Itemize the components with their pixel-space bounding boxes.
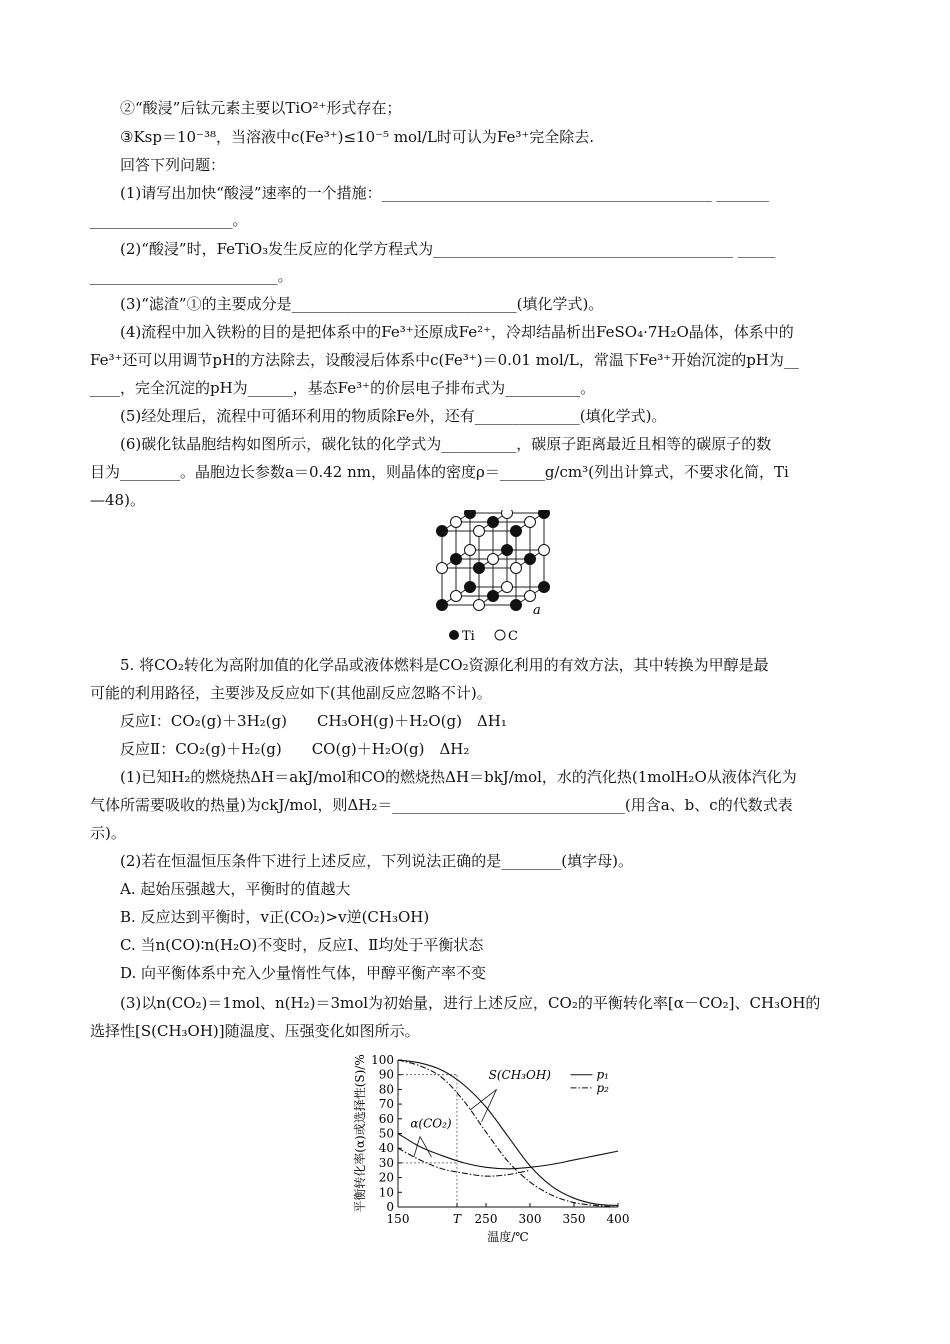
chart-reference-lines — [398, 1075, 457, 1207]
chart-legend — [570, 1068, 609, 1095]
annotation-alpha-co2: α(CO₂) — [410, 1116, 452, 1131]
c-atom — [474, 600, 485, 611]
q6-line-b: 目为________。晶胞边长参数a＝0.42 nm，则晶体的密度ρ＝______g/cm³(列出计算式，不要求化简，Ti — [90, 463, 789, 481]
q3-line: (3)“滤渣”①的主要成分是______________________________(填化学式)。 — [120, 295, 604, 313]
equilibrium-chart — [350, 1048, 640, 1248]
q5-intro-a: 5. 将CO₂转化为高附加值的化学品或液体燃料是CO₂资源化利用的有效方法，其中转换为甲醇是最 — [120, 656, 769, 674]
y-tick-label: 70 — [378, 1097, 394, 1112]
x-tick-label: 300 — [518, 1212, 542, 1226]
q1-line-b: ___________________。 — [90, 211, 248, 229]
legend-c-marker — [495, 630, 505, 640]
option-a: A. 起始压强越大，平衡时的值越大 — [120, 880, 351, 898]
legend-p2-label: p₂ — [596, 1080, 609, 1095]
y-tick-label: 60 — [378, 1111, 394, 1126]
q6-line-a: (6)碳化钛晶胞结构如图所示，碳化钛的化学式为__________，碳原子距离最近且相等的碳原子的数 — [120, 435, 772, 453]
ti-atom — [437, 600, 448, 611]
y-tick-label: 80 — [378, 1082, 394, 1097]
y-tick-label: 100 — [371, 1053, 394, 1067]
ti-atom — [539, 582, 550, 593]
c-atom — [511, 563, 522, 574]
edge-label-a: a — [533, 603, 541, 618]
q1-line-a: (1)请写出加快“酸浸”速率的一个措施：____________________________________________ _______ — [120, 184, 769, 202]
c-atom — [502, 582, 513, 593]
option-d: D. 向平衡体系中充入少量惰性气体，甲醇平衡产率不变 — [120, 964, 487, 982]
c-atom — [525, 591, 536, 602]
annotation-s-ch3oh: S(CH₃OH) — [488, 1068, 551, 1083]
c-atom — [488, 554, 499, 565]
y-tick-label: 10 — [378, 1185, 394, 1200]
q5-line: (5)经处理后，流程中可循环利用的物质除Fe外，还有______________(填化学式)。 — [120, 407, 667, 425]
answer-prompt: 回答下列问题： — [120, 156, 226, 174]
x-tick-label: 400 — [606, 1212, 630, 1226]
y-tick-label: 0 — [386, 1200, 394, 1214]
q2-line-a: (2)“酸浸”时，FeTiO₃发生反应的化学方程式为________________________________________ _____ — [120, 240, 776, 258]
x-tick-label: T — [452, 1212, 461, 1226]
q5-intro-b: 可能的利用路径，主要涉及反应如下(其他副反应忽略不计)。 — [90, 684, 492, 702]
y-tick-label: 50 — [378, 1126, 394, 1141]
legend-ti-marker — [449, 630, 459, 640]
q6-line-c: —48)。 — [90, 491, 145, 509]
chart-y-axis-label: 平衡转化率(α)或选择性(S)/% — [353, 1054, 367, 1213]
q4-line-a: (4)流程中加入铁粉的目的是把体系中的Fe³⁺还原成Fe²⁺，冷却结晶析出FeSO₄·7H₂O晶体，体系中的 — [120, 323, 794, 341]
x-tick-label: 250 — [474, 1212, 498, 1226]
q4-line-c: ____，完全沉淀的pH为______，基态Fe³⁺的价层电子排布式为__________。 — [90, 379, 596, 397]
c-atom — [539, 545, 550, 556]
c-atom — [502, 510, 513, 519]
q5-sub1-c: 示)。 — [90, 824, 126, 842]
ti-atom — [488, 591, 499, 602]
c-atom — [525, 517, 536, 528]
q5-sub1-b: 气体所需要吸收的热量)为ckJ/mol，则ΔH₂＝_______________________________(用含a、b、c的代数式表 — [90, 796, 793, 814]
c-atom — [451, 517, 462, 528]
option-c: C. 当n(CO)∶n(H₂O)不变时，反应Ⅰ、Ⅱ均处于平衡状态 — [120, 936, 484, 954]
q2-line-b: _________________________。 — [90, 267, 293, 285]
c-atom — [465, 545, 476, 556]
crystal-atoms — [437, 510, 550, 611]
note-3: ③Ksp＝10⁻³⁸，当溶液中c(Fe³⁺)≤10⁻⁵ mol/L时可认为Fe³⁺完全除去. — [120, 128, 595, 146]
crystal-cell-figure — [425, 510, 565, 650]
q5-sub1-a: (1)已知H₂的燃烧热ΔH＝akJ/mol和CO的燃烧热ΔH＝bkJ/mol，水的汽化热(1molH₂O从液体汽化为 — [120, 768, 797, 786]
ti-atom — [502, 545, 513, 556]
x-tick-label: 150 — [386, 1212, 410, 1226]
q5-sub3-a: (3)以n(CO₂)＝1mol、n(H₂)＝3mol为初始量，进行上述反应，CO₂的平衡转化率[α－CO₂]、CH₃OH的 — [120, 994, 821, 1012]
ti-atom — [511, 526, 522, 537]
c-atom — [451, 591, 462, 602]
q5-sub2: (2)若在恒温恒压条件下进行上述反应，下列说法正确的是________(填字母)。 — [120, 852, 633, 870]
ti-atom — [451, 554, 462, 565]
y-tick-label: 40 — [378, 1141, 394, 1156]
x-tick-label: 350 — [562, 1212, 586, 1226]
ti-atom — [525, 554, 536, 565]
ti-atom — [488, 517, 499, 528]
ti-atom — [465, 510, 476, 519]
option-b: B. 反应达到平衡时，v正(CO₂)>v逆(CH₃OH) — [120, 908, 430, 926]
q4-line-b: Fe³⁺还可以用调节pH的方法除去，设酸浸后体系中c(Fe³⁺)＝0.01 mol/L，常温下Fe³⁺开始沉淀的pH为__ — [90, 351, 799, 369]
legend-c-label: C — [508, 629, 518, 644]
note-2: ②“酸浸”后钛元素主要以TiO²⁺形式存在； — [120, 99, 402, 117]
ti-atom — [465, 582, 476, 593]
annotation-leader — [470, 1089, 496, 1110]
c-atom — [437, 563, 448, 574]
series-line — [398, 1148, 530, 1176]
reaction-2: 反应Ⅱ：CO₂(g)＋H₂(g) CO(g)＋H₂O(g) ΔH₂ — [120, 740, 470, 758]
ti-atom — [539, 510, 550, 519]
q5-sub3-b: 选择性[S(CH₃OH)]随温度、压强变化如图所示。 — [90, 1022, 420, 1040]
c-atom — [474, 526, 485, 537]
annotation-leader — [420, 1136, 431, 1157]
legend-p1-label: p₁ — [596, 1067, 609, 1082]
ti-atom — [474, 563, 485, 574]
legend-ti-label: Ti — [462, 629, 475, 644]
y-tick-label: 20 — [378, 1170, 394, 1185]
series-line — [398, 1134, 618, 1169]
reaction-1: 反应Ⅰ：CO₂(g)＋3H₂(g) CH₃OH(g)＋H₂O(g) ΔH₁ — [120, 712, 507, 730]
y-tick-label: 30 — [378, 1155, 394, 1170]
ti-atom — [437, 526, 448, 537]
y-tick-label: 90 — [378, 1067, 394, 1082]
ti-atom — [511, 600, 522, 611]
chart-x-axis-label: 温度/℃ — [487, 1230, 529, 1244]
